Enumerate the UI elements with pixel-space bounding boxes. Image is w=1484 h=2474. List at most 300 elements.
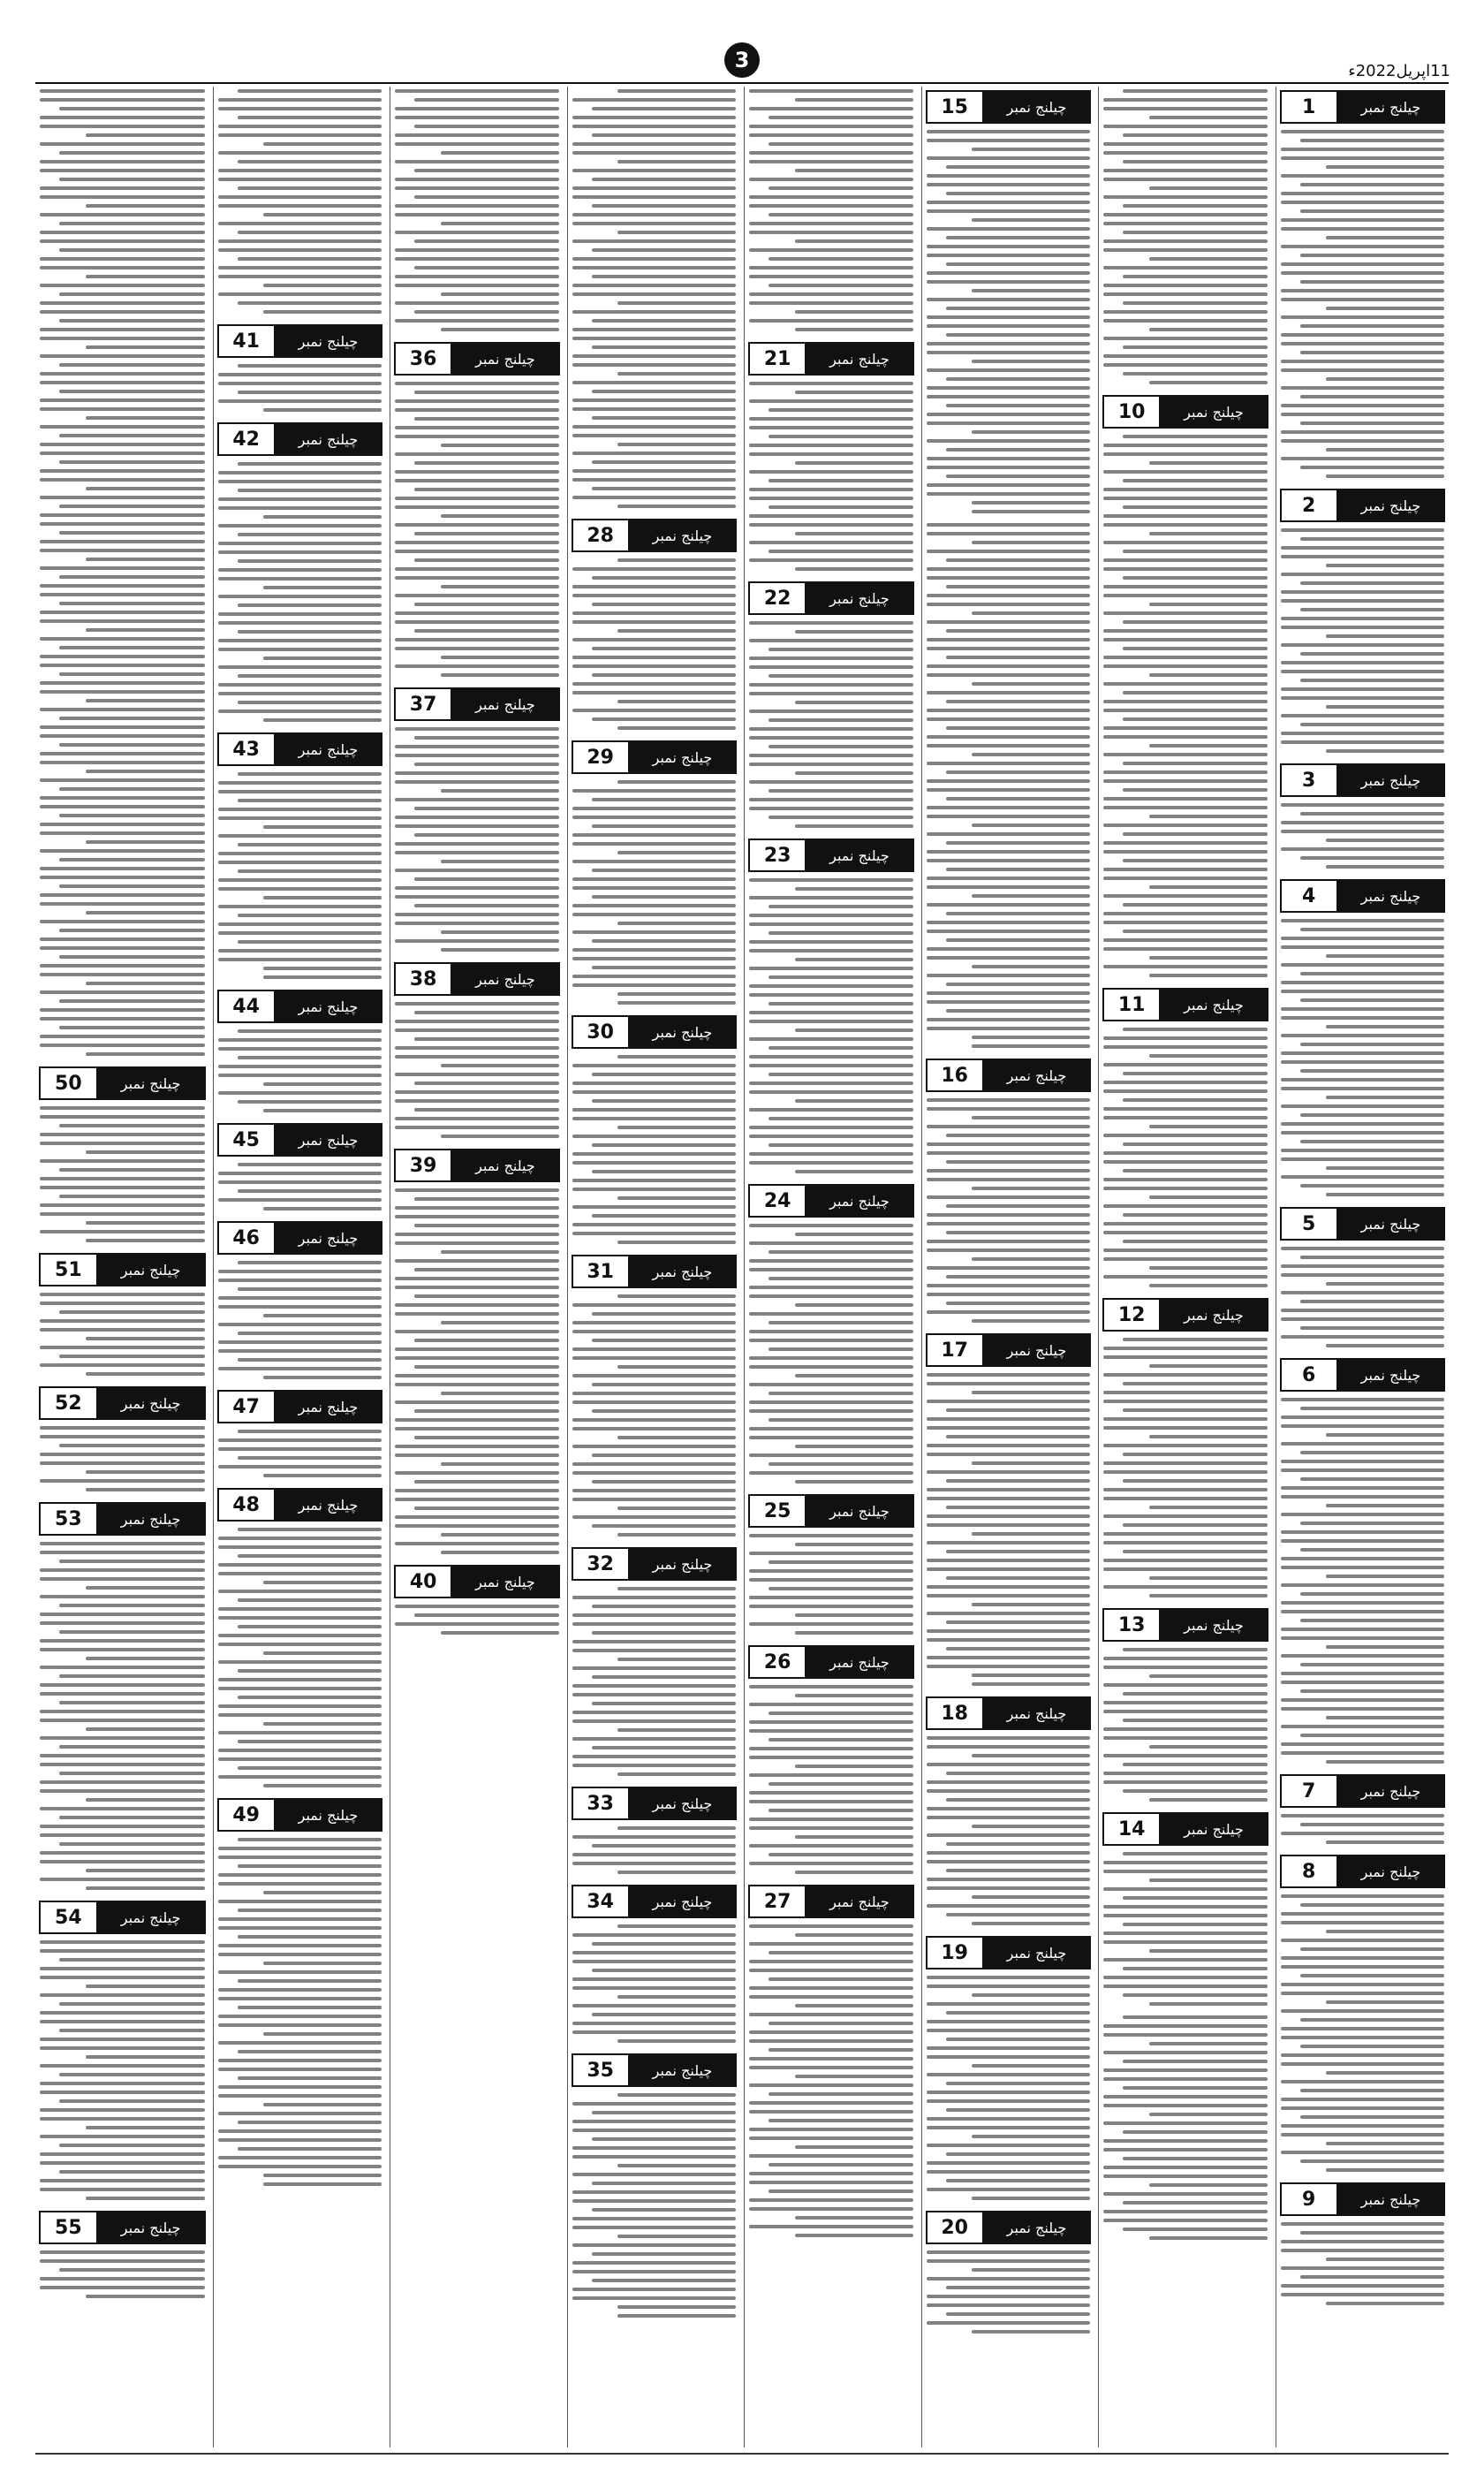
text-line: [592, 345, 736, 349]
text-line: [59, 743, 204, 747]
text-line: [395, 1605, 559, 1608]
text-line: [972, 611, 1090, 615]
text-line: [1281, 803, 1445, 807]
text-line: [749, 399, 913, 403]
text-line: [592, 966, 736, 969]
text-line: [1149, 1674, 1268, 1678]
text-line: [218, 1572, 382, 1575]
text-line: [1326, 1575, 1444, 1578]
text-line: [218, 1926, 382, 1930]
challenge-label: چیلنج نمبر: [276, 734, 381, 764]
text-line: [263, 2032, 382, 2036]
text-line: [572, 354, 737, 358]
text-line: [927, 2117, 1091, 2121]
text-line: [1149, 1878, 1268, 1882]
challenge-label: چیلنج نمبر: [276, 424, 381, 454]
challenge-number: 47: [219, 1392, 276, 1422]
text-line: [59, 2144, 204, 2147]
text-line: [441, 1631, 559, 1635]
text-line: [972, 1673, 1090, 1677]
text-line: [972, 1116, 1090, 1119]
text-line: [749, 133, 913, 137]
text-line: [749, 1400, 913, 1404]
text-line: [1149, 1594, 1268, 1597]
text-line: [395, 116, 559, 119]
text-line: [218, 1180, 382, 1184]
text-line: [441, 673, 559, 677]
text-line: [946, 726, 1090, 730]
issue-date: 11اپریل2022ء: [1348, 62, 1450, 80]
text-line: [238, 2006, 382, 2009]
text-line: [946, 1435, 1090, 1438]
text-line: [592, 248, 736, 252]
challenge-header: [748, 1184, 914, 1218]
text-line: [86, 770, 204, 773]
challenge-block-37: [394, 684, 560, 954]
text-line: [218, 2138, 382, 2142]
text-line: [1300, 652, 1444, 656]
text-line: [1123, 1169, 1267, 1172]
text-line: [1123, 1072, 1267, 1075]
text-line: [592, 1844, 736, 1848]
text-line: [40, 2064, 205, 2068]
text-line: [395, 1471, 559, 1475]
text-line: [972, 148, 1090, 151]
text-line: [946, 2038, 1090, 2041]
text-line: [1103, 664, 1268, 668]
challenge-block-15: [926, 87, 1092, 516]
text-line: [592, 647, 736, 650]
text-line: [1281, 1725, 1445, 1728]
text-line: [927, 947, 1091, 951]
text-line: [263, 2182, 382, 2186]
text-line: [749, 639, 913, 642]
text-line: [218, 1988, 382, 1992]
text-line: [86, 204, 204, 208]
text-line: [795, 958, 913, 961]
text-line: [414, 603, 558, 606]
challenge-number: 14: [1104, 1814, 1161, 1844]
challenge-label: چیلنج نمبر: [984, 1698, 1089, 1728]
text-line: [972, 1319, 1090, 1323]
text-line: [572, 1977, 737, 1981]
text-line: [1149, 1576, 1268, 1580]
text-line: [1281, 981, 1445, 984]
text-line: [768, 1073, 912, 1076]
text-line: [218, 1944, 382, 1947]
article-text: [572, 87, 738, 511]
text-line: [749, 1427, 913, 1431]
text-line: [1103, 1160, 1268, 1164]
text-line: [572, 1960, 737, 1963]
text-line: [592, 1170, 736, 1173]
text-line: [1103, 1045, 1268, 1049]
text-line: [40, 1807, 205, 1810]
text-line: [40, 1035, 205, 1038]
text-line: [795, 1764, 913, 1768]
text-line: [749, 807, 913, 810]
text-line: [572, 664, 737, 668]
text-line: [749, 292, 913, 296]
text-line: [1149, 116, 1268, 119]
text-line: [946, 1772, 1090, 1775]
text-line: [927, 1567, 1091, 1571]
text-line: [218, 1279, 382, 1282]
text-line: [617, 2164, 736, 2167]
text-line: [1103, 2077, 1268, 2081]
text-line: [1326, 1716, 1444, 1719]
text-line: [617, 2305, 736, 2309]
text-line: [218, 1305, 382, 1309]
text-line: [395, 1020, 559, 1023]
text-line: [927, 2188, 1091, 2191]
text-line: [1281, 2080, 1445, 2083]
text-line: [218, 239, 382, 243]
text-line: [1103, 1275, 1268, 1279]
text-line: [768, 2092, 912, 2096]
text-line: [749, 2225, 913, 2228]
text-line: [927, 1736, 1091, 1740]
text-line: [441, 1064, 559, 1067]
challenge-number: 54: [41, 1902, 98, 1932]
text-line: [749, 754, 913, 757]
text-line: [972, 1532, 1090, 1536]
text-line: [40, 690, 205, 694]
text-line: [1326, 1282, 1444, 1286]
challenge-header: [748, 342, 914, 376]
challenge-block-8: [1280, 1851, 1446, 2174]
text-line: [927, 1559, 1091, 1562]
text-line: [1281, 661, 1445, 664]
text-line: [1123, 231, 1267, 234]
text-line: [218, 1367, 382, 1370]
text-line: [572, 434, 737, 437]
text-line: [927, 1382, 1091, 1385]
text-line: [1103, 1107, 1268, 1111]
article-text: [748, 379, 914, 573]
text-line: [1123, 1967, 1267, 1970]
text-line: [946, 307, 1090, 310]
text-line: [1103, 1089, 1268, 1093]
text-line: [40, 284, 205, 287]
text-line: [927, 1248, 1091, 1252]
text-line: [927, 1656, 1091, 1659]
challenge-block-31: [572, 1251, 738, 1539]
challenge-label: چیلنج نمبر: [276, 326, 381, 356]
text-line: [617, 992, 736, 996]
article-text: [1280, 526, 1446, 755]
text-line: [218, 2094, 382, 2098]
text-line: [218, 683, 382, 687]
text-line: [395, 107, 559, 110]
challenge-header: [217, 1221, 383, 1255]
challenge-block-25: [748, 1491, 914, 1637]
text-line: [263, 515, 382, 519]
text-line: [592, 1099, 736, 1103]
text-line: [972, 753, 1090, 756]
text-line: [749, 2083, 913, 2087]
text-line: [927, 1400, 1091, 1403]
text-line: [768, 1587, 912, 1590]
text-line: [218, 480, 382, 483]
text-line: [927, 245, 1091, 248]
challenge-label: چیلنج نمبر: [1161, 1300, 1266, 1330]
text-line: [592, 717, 736, 721]
text-line: [749, 940, 913, 944]
text-line: [572, 1862, 737, 1865]
text-line: [1300, 1256, 1444, 1259]
text-line: [592, 1969, 736, 1972]
text-line: [592, 1453, 736, 1457]
text-line: [927, 1860, 1091, 1863]
text-line: [749, 1064, 913, 1067]
text-line: [749, 2128, 913, 2131]
text-line: [40, 849, 205, 853]
challenge-header: [748, 1885, 914, 1918]
text-line: [1300, 183, 1444, 186]
text-line: [795, 169, 913, 172]
text-line: [749, 1011, 913, 1014]
text-line: [768, 1853, 912, 1856]
text-line: [617, 922, 736, 925]
text-line: [946, 1479, 1090, 1483]
text-line: [572, 2243, 737, 2247]
text-line: [1103, 523, 1268, 527]
challenge-block-20: [926, 2207, 1092, 2336]
text-line: [972, 1257, 1090, 1261]
text-line: [768, 674, 912, 678]
text-line: [1300, 2045, 1444, 2048]
text-line: [1281, 821, 1445, 824]
text-line: [572, 2217, 737, 2220]
text-line: [414, 1339, 558, 1342]
challenge-header: [39, 1901, 206, 1934]
article-text: [926, 1096, 1092, 1325]
text-line: [1326, 705, 1444, 709]
article-text: [1280, 1811, 1446, 1847]
text-line: [218, 1704, 382, 1708]
text-line: [749, 1161, 913, 1165]
text-line: [414, 532, 558, 535]
text-line: [572, 1498, 737, 1501]
text-line: [572, 860, 737, 863]
text-line: [927, 130, 1091, 133]
text-line: [86, 1488, 204, 1491]
text-line: [40, 1692, 205, 1696]
text-line: [1300, 2159, 1444, 2163]
text-line: [972, 894, 1090, 898]
text-line: [1326, 2168, 1444, 2172]
text-line: [395, 204, 559, 208]
text-line: [1103, 1248, 1268, 1252]
text-line: [218, 816, 382, 820]
challenge-header: [39, 1253, 206, 1286]
text-line: [927, 717, 1091, 721]
text-line: [927, 859, 1091, 862]
text-line: [1149, 381, 1268, 384]
text-line: [927, 1222, 1091, 1226]
text-line: [1281, 1513, 1445, 1516]
text-line: [617, 2039, 736, 2043]
text-line: [795, 391, 913, 394]
challenge-number: 51: [41, 1255, 98, 1285]
text-line: [795, 2075, 913, 2078]
text-line: [572, 186, 737, 190]
text-line: [395, 133, 559, 137]
text-line: [1281, 1530, 1445, 1534]
text-line: [1281, 1965, 1445, 1969]
text-line: [1300, 139, 1444, 142]
text-line: [1123, 345, 1267, 349]
text-line: [1123, 1852, 1267, 1856]
text-line: [263, 408, 382, 412]
text-line: [1103, 1257, 1268, 1261]
text-line: [40, 1860, 205, 1863]
text-line: [946, 868, 1090, 871]
text-line: [927, 850, 1091, 854]
text-line: [218, 1847, 382, 1850]
columns-grid: [35, 87, 1449, 2447]
text-line: [927, 2170, 1091, 2174]
text-line: [1103, 823, 1268, 827]
challenge-label: چیلنج نمبر: [98, 2212, 204, 2243]
text-line: [1281, 404, 1445, 407]
article-text: [217, 1427, 383, 1480]
text-line: [946, 1009, 1090, 1013]
text-line: [1326, 839, 1444, 842]
text-line: [927, 1293, 1091, 1296]
text-line: [617, 160, 736, 163]
text-line: [768, 975, 912, 979]
text-line: [40, 990, 205, 994]
text-line: [927, 1018, 1091, 1021]
challenge-block-44: [217, 986, 383, 1115]
challenge-block-14: [1102, 1809, 1268, 2008]
text-line: [414, 1436, 558, 1439]
text-line: [572, 2261, 737, 2265]
text-line: [1103, 1417, 1268, 1421]
text-line: [40, 239, 205, 243]
challenge-header: [1102, 1608, 1268, 1642]
challenge-number: 4: [1282, 881, 1338, 911]
text-line: [927, 779, 1091, 783]
text-line: [572, 452, 737, 455]
text-line: [40, 1595, 205, 1598]
text-line: [1103, 779, 1268, 783]
text-line: [40, 98, 205, 102]
text-line: [1103, 921, 1268, 924]
text-line: [263, 1109, 382, 1112]
text-line: [1281, 1628, 1445, 1631]
challenge-number: 7: [1282, 1776, 1338, 1806]
text-line: [40, 1825, 205, 1828]
text-line: [927, 271, 1091, 275]
text-line: [1123, 204, 1267, 208]
text-line: [395, 1090, 559, 1094]
text-line: [1103, 2068, 1268, 2072]
text-line: [749, 514, 913, 518]
text-line: [40, 611, 205, 614]
text-line: [617, 505, 736, 508]
text-line: [1326, 1930, 1444, 1933]
challenge-header: [748, 1645, 914, 1679]
text-line: [768, 789, 912, 793]
challenge-block-5: [1280, 1203, 1446, 1350]
text-line: [768, 1782, 912, 1786]
text-line: [1281, 227, 1445, 231]
text-line: [749, 1685, 913, 1689]
challenge-number: 3: [1282, 765, 1338, 795]
text-line: [1281, 271, 1445, 275]
text-line: [263, 1314, 382, 1317]
text-line: [572, 691, 737, 694]
text-line: [1326, 1193, 1444, 1196]
text-line: [749, 2013, 913, 2016]
text-line: [617, 1533, 736, 1537]
text-line: [441, 328, 559, 331]
text-line: [927, 280, 1091, 284]
text-line: [86, 2295, 204, 2298]
text-line: [218, 471, 382, 474]
text-line: [1281, 1157, 1445, 1161]
text-line: [617, 1924, 736, 1928]
challenge-label: چیلنج نمبر: [984, 2212, 1089, 2243]
challenge-block-50: [39, 1063, 206, 1245]
text-line: [946, 2108, 1090, 2112]
text-line: [1300, 2089, 1444, 2092]
text-line: [218, 1687, 382, 1690]
text-line: [1281, 528, 1445, 532]
text-line: [1281, 847, 1445, 851]
text-line: [1281, 740, 1445, 744]
text-line: [572, 1666, 737, 1670]
text-line: [1281, 732, 1445, 735]
text-line: [1103, 1355, 1268, 1359]
text-line: [414, 1480, 558, 1484]
text-line: [414, 877, 558, 881]
text-line: [572, 292, 737, 296]
challenge-header: [748, 581, 914, 615]
article-text: [394, 1186, 560, 1557]
text-line: [927, 2259, 1091, 2263]
text-line: [927, 386, 1091, 390]
text-line: [1103, 470, 1268, 474]
article-text: [748, 618, 914, 831]
text-line: [768, 1977, 912, 1981]
text-line: [795, 771, 913, 775]
article-text: [1102, 2013, 1268, 2243]
challenge-header: [926, 1333, 1092, 1367]
text-line: [592, 204, 736, 208]
text-line: [749, 417, 913, 421]
text-line: [218, 1757, 382, 1761]
text-line: [1281, 1583, 1445, 1587]
column-1: [1276, 87, 1450, 2447]
text-line: [1281, 130, 1445, 133]
text-line: [572, 833, 737, 837]
text-line: [572, 1649, 737, 1652]
text-line: [795, 1631, 913, 1635]
text-line: [414, 417, 558, 421]
text-line: [441, 789, 559, 793]
text-line: [238, 1456, 382, 1460]
article-text: [1280, 916, 1446, 1199]
text-line: [1103, 1391, 1268, 1394]
text-line: [1103, 1151, 1268, 1155]
text-line: [1103, 700, 1268, 703]
text-line: [1326, 2142, 1444, 2145]
text-line: [40, 1302, 205, 1305]
